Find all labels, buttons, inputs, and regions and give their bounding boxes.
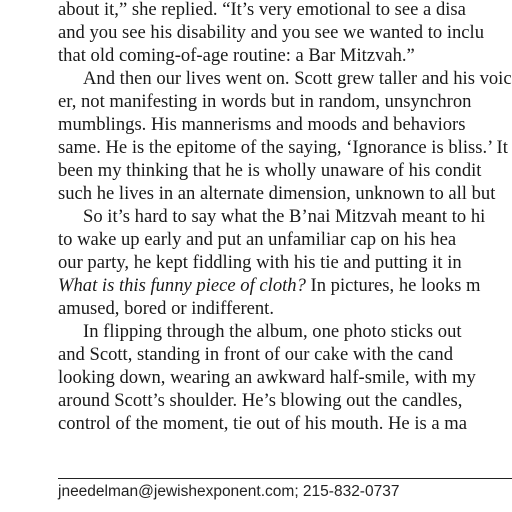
article-line: our party, he kept fiddling with his tie and putting it in [58,252,462,273]
article-line: to wake up early and put an unfamiliar cap on his hea [58,229,457,250]
article-line: and you see his disability and you see we wanted to inclu [58,22,485,43]
article-line: that old coming-of-age routine: a Bar Mitzvah.” [58,45,415,66]
article-line-tail: In pictures, he looks m [310,275,481,296]
article-line: been my thinking that he is wholly unaware of his condit [58,160,482,181]
paragraph-start-line: So it’s hard to say what the B’nai Mitzvah meant to hi [83,206,486,227]
article-line: er, not manifesting in words but in random, unsynchron [58,91,472,112]
footer-divider [58,478,512,479]
article-line: mumblings. His mannerisms and moods and behaviors [58,114,466,135]
article-line: around Scott’s shoulder. He’s blowing out the candles, [58,390,463,411]
article-line: about it,” she replied. “It’s very emotional to see a disa [58,0,466,20]
italic-phrase: What is this funny piece of cloth? [58,275,306,296]
article-line: looking down, wearing an awkward half-smile, with my [58,367,476,388]
article-line: amused, bored or indifferent. [58,298,274,319]
article-line: same. He is the epitome of the saying, ‘Ignorance is bliss.’ It [58,137,508,158]
article-line: and Scott, standing in front of our cake with the cand [58,344,454,365]
article-line-mixed [58,274,480,297]
article-line: such he lives in an alternate dimension, unknown to all but [58,183,496,204]
paragraph-start-line: And then our lives went on. Scott grew taller and his voic [83,68,512,89]
paragraph-start-line: In flipping through the album, one photo sticks out [83,321,462,342]
author-contact[interactable]: jneedelman@jewishexponent.com; 215-832-0737 [58,483,400,500]
article-line: control of the moment, tie out of his mouth. He is a ma [58,413,467,434]
